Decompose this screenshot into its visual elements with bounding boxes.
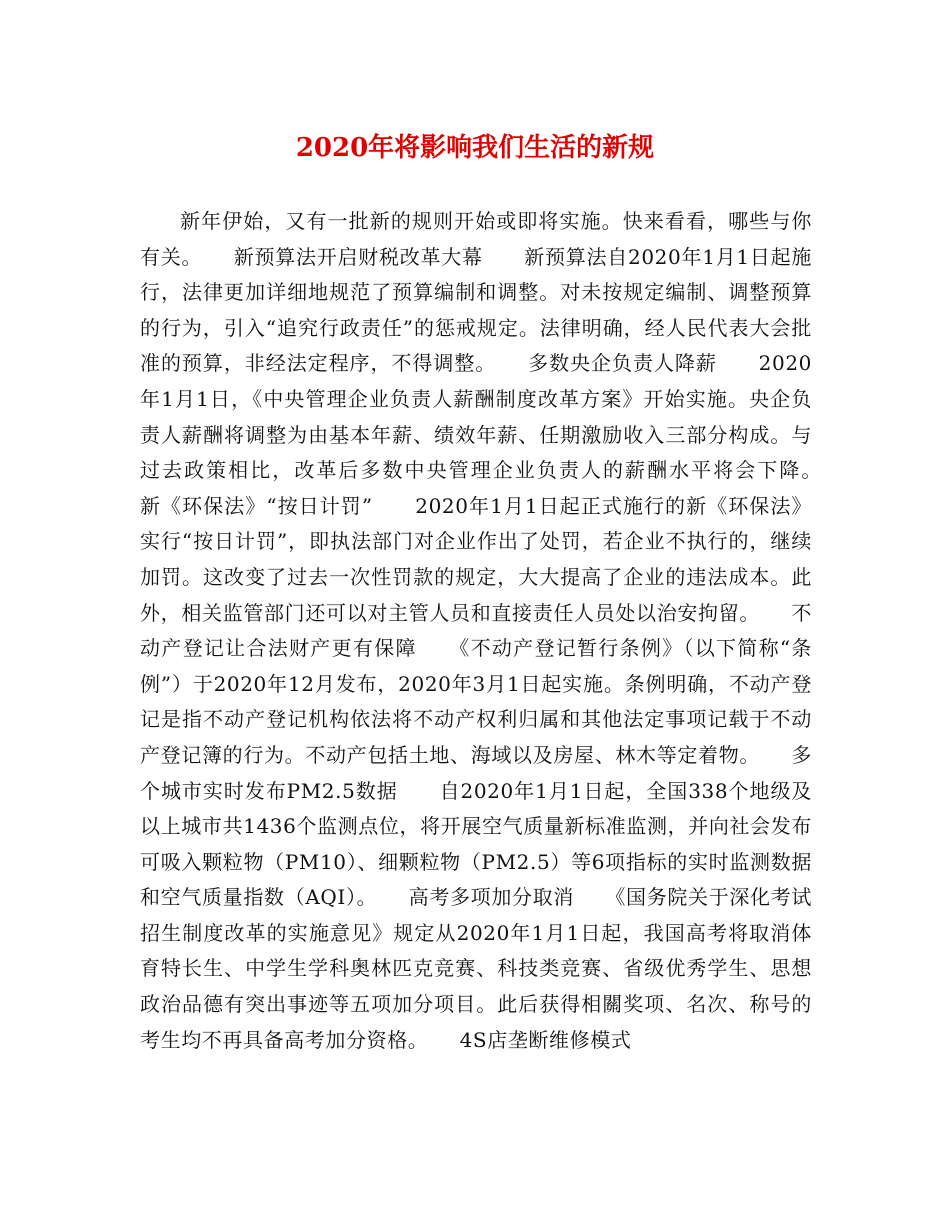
document-body-paragraph: 新年伊始，又有一批新的规则开始或即将实施。快来看看，哪些与你有关。 新预算法开启财税改革大幕 新预算法自2020年1月1日起施行，法律更加详细地规范了预算编制和调整。对未按规定编制、调整预算的行为，引入“追究行政责任”的惩戒规定。法律明确，经人民代表大会批准的预算，非经法定程序，不得调整。 多数央企负责人降薪 2020年1月1日，《中央管理企业负责人薪酬制度改革方案》开始实施。央企负责人薪酬将调整为由基本年薪、绩效年薪、任期激励收入三部分构成。与过去政策相比，改革后多数中央管理企业负责人的薪酬水平将会下降。 新《环保法》“按日计罚” 2020年1月1日起正式施行的新《环保法》实行“按日计罚”，即执法部门对企业作出了处罚，若企业不执行的，继续加罚。这改变了过去一次性罚款的规定，大大提高了企业的违法成本。此外，相关监管部门还可以对主管人员和直接责任人员处以治安拘留。 不动产登记让合法财产更有保障 《不动产登记暂行条例》（以下简称“条例”）于2020年12月发布，2020年3月1日起实施。条例明确，不动产登记是指不动产登记机构依法将不动产权利归属和其他法定事项记载于不动产登记簿的行为。不动产包括土地、海域以及房屋、林木等定着物。 多个城市实时发布PM2.5数据 自2020年1月1日起，全国338个地级及以上城市共1436个监测点位，将开展空气质量新标准监测，并向社会发布可吸入颗粒物（PM10）、细颗粒物（PM2.5）等6项指标的实时监测数据和空气质量指数（AQI）。 高考多项加分取消 《国务院关于深化考试招生制度改革的实施意见》规定从2020年1月1日起，我国高考将取消体育特长生、中学生学科奥林匹克竞赛、科技类竞赛、省级优秀学生、思想政治品德有突出事迹等五项加分项目。此后获得相關奖项、名次、称号的考生均不再具备高考加分资格。 4S店垄断维修模式 (140, 209, 854, 1052)
document-title: 2020年将影响我们生活的新规 (295, 133, 655, 163)
